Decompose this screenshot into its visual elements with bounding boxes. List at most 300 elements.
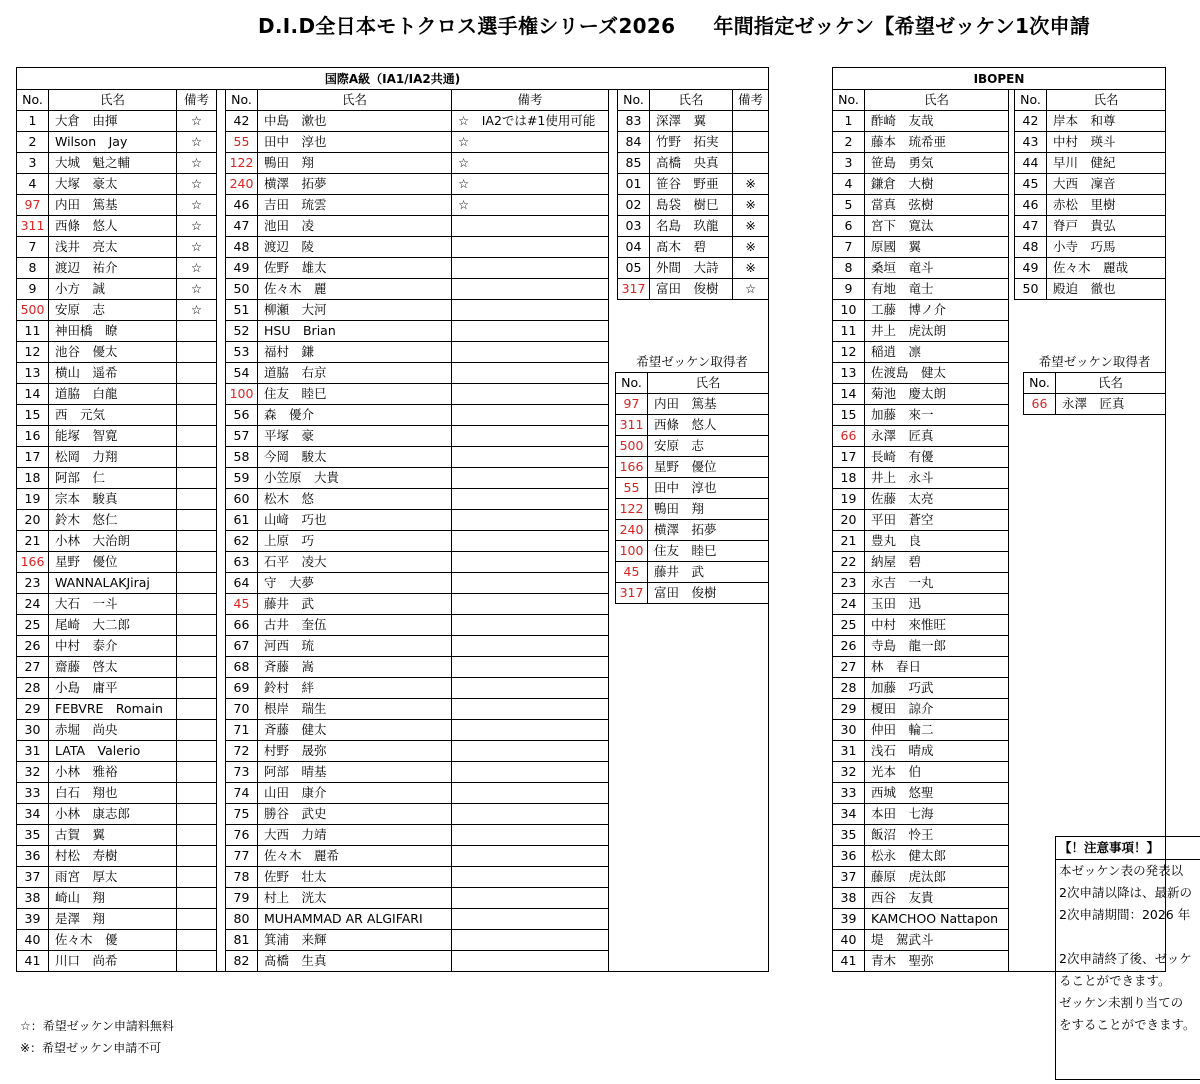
rider-number: 1 (833, 111, 865, 132)
rider-name: 阿部 仁 (49, 468, 177, 489)
column-gap (609, 237, 618, 258)
column-gap (609, 762, 618, 783)
empty-cell (1015, 636, 1047, 657)
rider-note (177, 426, 217, 447)
rider-number: 56 (226, 405, 258, 426)
column-gap (217, 678, 226, 699)
empty-cell (1015, 888, 1047, 909)
hope-number: 166 (616, 457, 648, 478)
table-row (17, 741, 769, 762)
empty-cell (650, 678, 733, 699)
rider-name: 鈴村 絆 (258, 678, 452, 699)
empty-cell (650, 909, 733, 930)
empty-cell (1047, 489, 1166, 510)
notice-line: ることができます。 (1059, 973, 1171, 988)
rider-note (733, 132, 769, 153)
rider-name: 飯沼 怜王 (865, 825, 1009, 846)
empty-cell (1047, 468, 1166, 489)
rider-number: 17 (833, 447, 865, 468)
rider-number: 30 (833, 720, 865, 741)
rider-name: 内田 篤基 (49, 195, 177, 216)
empty-cell (1015, 573, 1047, 594)
rider-name: 名島 玖龍 (650, 216, 733, 237)
rider-name: 笹谷 野亜 (650, 174, 733, 195)
hope-row (616, 541, 769, 562)
rider-note: ☆ (177, 237, 217, 258)
column-gap (609, 90, 618, 111)
column-gap (217, 153, 226, 174)
column-gap (609, 279, 618, 300)
rider-note: ☆ (177, 132, 217, 153)
rider-name: 長崎 有優 (865, 447, 1009, 468)
rider-number: 12 (833, 342, 865, 363)
rider-name: 雨宮 厚太 (49, 867, 177, 888)
empty-cell (1047, 678, 1166, 699)
rider-number: 7 (833, 237, 865, 258)
rider-note (452, 636, 609, 657)
empty-cell (618, 657, 650, 678)
table-row (833, 720, 1166, 741)
column-gap (609, 111, 618, 132)
table-row (833, 468, 1166, 489)
empty-cell (618, 867, 650, 888)
rider-number: 71 (226, 720, 258, 741)
rider-name: 箕浦 来輝 (258, 930, 452, 951)
rider-note (452, 615, 609, 636)
rider-note (177, 699, 217, 720)
rider-name: 加藤 巧武 (865, 678, 1009, 699)
rider-name: 笹島 勇気 (865, 153, 1009, 174)
empty-cell (650, 930, 733, 951)
column-gap (217, 132, 226, 153)
rider-name: 福村 鎌 (258, 342, 452, 363)
rider-note (177, 867, 217, 888)
empty-cell (1047, 741, 1166, 762)
rider-name: 深澤 翼 (650, 111, 733, 132)
rider-note: ☆ (177, 279, 217, 300)
rider-number: 66 (226, 615, 258, 636)
table-row (17, 237, 769, 258)
rider-name: 柳瀬 大河 (258, 300, 452, 321)
empty-cell (733, 636, 769, 657)
table-row (17, 804, 769, 825)
table-row (17, 195, 769, 216)
rider-number: 47 (226, 216, 258, 237)
rider-number: 29 (833, 699, 865, 720)
empty-cell (1047, 720, 1166, 741)
empty-cell (1015, 552, 1047, 573)
rider-name: 寺島 龍一郎 (865, 636, 1009, 657)
rider-name: 宮下 寛汰 (865, 216, 1009, 237)
rider-name: 小寺 巧馬 (1047, 237, 1166, 258)
rider-number: 54 (226, 363, 258, 384)
rider-note (452, 699, 609, 720)
empty-cell (618, 741, 650, 762)
rider-note: ☆ (177, 216, 217, 237)
empty-cell (733, 825, 769, 846)
rider-name: 岸本 和尊 (1047, 111, 1166, 132)
rider-name: HSU Brian (258, 321, 452, 342)
column-gap (217, 783, 226, 804)
rider-number: 05 (618, 258, 650, 279)
rider-name: 中村 來惟旺 (865, 615, 1009, 636)
column-gap (217, 258, 226, 279)
rider-number: 13 (17, 363, 49, 384)
rider-number: 2 (833, 132, 865, 153)
table-row (17, 636, 769, 657)
hope-number: 55 (616, 478, 648, 499)
table-row (833, 678, 1166, 699)
rider-number: 5 (833, 195, 865, 216)
rider-name: 佐々木 麗 (258, 279, 452, 300)
rider-number: 12 (17, 342, 49, 363)
rider-name: 横山 遥希 (49, 363, 177, 384)
column-gap (609, 678, 618, 699)
rider-number: 8 (833, 258, 865, 279)
ib-hope-table (1023, 352, 1166, 415)
rider-note (177, 762, 217, 783)
column-gap (217, 384, 226, 405)
rider-note: ☆ (452, 132, 609, 153)
table-row (833, 657, 1166, 678)
rider-note (177, 678, 217, 699)
column-gap (609, 909, 618, 930)
rider-name: 尾崎 大二郎 (49, 615, 177, 636)
rider-note (452, 846, 609, 867)
rider-number: 43 (1015, 132, 1047, 153)
rider-note: ※ (733, 237, 769, 258)
empty-cell (650, 888, 733, 909)
rider-number: 18 (833, 468, 865, 489)
table-row (17, 867, 769, 888)
hope-number: 122 (616, 499, 648, 520)
rider-name: 浅石 晴成 (865, 741, 1009, 762)
empty-cell (1015, 510, 1047, 531)
rider-number: 36 (17, 846, 49, 867)
hope-name: 鴨田 翔 (648, 499, 769, 520)
rider-name: 石平 凌大 (258, 552, 452, 573)
rider-number: 64 (226, 573, 258, 594)
empty-cell (650, 615, 733, 636)
rider-name: 平塚 豪 (258, 426, 452, 447)
empty-cell (1015, 447, 1047, 468)
rider-note (177, 615, 217, 636)
empty-cell (618, 615, 650, 636)
rider-name: 鴨田 翔 (258, 153, 452, 174)
rider-name: 勝谷 武史 (258, 804, 452, 825)
rider-note (177, 552, 217, 573)
rider-number: 38 (833, 888, 865, 909)
rider-number: 04 (618, 237, 650, 258)
rider-number: 53 (226, 342, 258, 363)
notice-title: 【！注意事項！】 (1056, 837, 1200, 860)
hope-row (1024, 394, 1166, 415)
rider-number: 100 (226, 384, 258, 405)
rider-name: 赤堀 尚央 (49, 720, 177, 741)
empty-cell (618, 699, 650, 720)
rider-note (452, 678, 609, 699)
rider-name: 工藤 博ノ介 (865, 300, 1009, 321)
rider-number: 27 (833, 657, 865, 678)
rider-note (452, 237, 609, 258)
empty-cell (618, 300, 650, 321)
rider-number: 70 (226, 699, 258, 720)
rider-number: 62 (226, 531, 258, 552)
column-gap (609, 804, 618, 825)
column-gap (217, 363, 226, 384)
rider-name: FEBVRE Romain (49, 699, 177, 720)
col-header-name: 氏名 (49, 90, 177, 111)
rider-note (177, 594, 217, 615)
rider-name: 村野 晟弥 (258, 741, 452, 762)
rider-note (452, 426, 609, 447)
rider-name: 星野 優位 (49, 552, 177, 573)
empty-cell (650, 300, 733, 321)
empty-cell (733, 657, 769, 678)
empty-cell (618, 321, 650, 342)
hope-name: 田中 淳也 (648, 478, 769, 499)
rider-number: 6 (833, 216, 865, 237)
ib-hope-header: 希望ゼッケン取得者 (1038, 354, 1151, 369)
col-header-name: 氏名 (650, 90, 733, 111)
empty-cell (618, 909, 650, 930)
empty-cell (1015, 468, 1047, 489)
rider-name: LATA Valerio (49, 741, 177, 762)
empty-cell (733, 741, 769, 762)
notice-line: ゼッケン未割り当ての (1059, 995, 1184, 1010)
rider-number: 66 (833, 426, 865, 447)
hope-name: 富田 俊樹 (648, 583, 769, 604)
rider-number: 19 (17, 489, 49, 510)
rider-note: ※ (733, 216, 769, 237)
rider-number: 39 (833, 909, 865, 930)
col-header-note: 備考 (452, 90, 609, 111)
column-gap (217, 762, 226, 783)
table-row (17, 279, 769, 300)
table-row (17, 174, 769, 195)
table-row (17, 762, 769, 783)
column-gap (217, 804, 226, 825)
rider-note: ☆ (452, 174, 609, 195)
hope-number: 100 (616, 541, 648, 562)
empty-cell (733, 615, 769, 636)
table-row (833, 216, 1166, 237)
rider-number: 31 (833, 741, 865, 762)
rider-note (452, 825, 609, 846)
empty-cell (733, 720, 769, 741)
column-gap (609, 216, 618, 237)
rider-name: 鈴木 悠仁 (49, 510, 177, 531)
column-gap (609, 321, 618, 342)
empty-cell (1015, 594, 1047, 615)
rider-number: 9 (833, 279, 865, 300)
rider-name: KAMCHOO Nattapon (865, 909, 1009, 930)
empty-cell (650, 867, 733, 888)
rider-name: 横澤 拓夢 (258, 174, 452, 195)
column-gap (609, 867, 618, 888)
rider-number: 32 (17, 762, 49, 783)
rider-note (452, 951, 609, 972)
rider-number: 23 (17, 573, 49, 594)
rider-number: 73 (226, 762, 258, 783)
table-row (17, 699, 769, 720)
rider-note (177, 468, 217, 489)
empty-cell (733, 783, 769, 804)
rider-note (452, 468, 609, 489)
empty-cell (733, 699, 769, 720)
empty-cell (1015, 699, 1047, 720)
rider-number: 21 (833, 531, 865, 552)
rider-name: 池田 凌 (258, 216, 452, 237)
table-row (17, 909, 769, 930)
rider-name: 斉藤 健太 (258, 720, 452, 741)
notice-line: をすることができます。 (1059, 1017, 1196, 1032)
empty-cell (733, 300, 769, 321)
rider-name: 村上 洸太 (258, 888, 452, 909)
empty-cell (1015, 783, 1047, 804)
rider-note: ☆ (452, 153, 609, 174)
rider-number: 45 (1015, 174, 1047, 195)
empty-cell (1047, 510, 1166, 531)
empty-cell (1047, 762, 1166, 783)
empty-cell (1047, 573, 1166, 594)
empty-cell (733, 867, 769, 888)
column-gap (609, 195, 618, 216)
empty-cell (618, 888, 650, 909)
rider-number: 57 (226, 426, 258, 447)
table-row (17, 258, 769, 279)
empty-cell (650, 699, 733, 720)
table-row (17, 153, 769, 174)
rider-number: 83 (618, 111, 650, 132)
rider-note: ※ (733, 258, 769, 279)
rider-number: 32 (833, 762, 865, 783)
rider-number: 49 (1015, 258, 1047, 279)
empty-cell (1015, 615, 1047, 636)
rider-name: 稲逍 凛 (865, 342, 1009, 363)
rider-name: 光本 伯 (865, 762, 1009, 783)
table-row (17, 321, 769, 342)
rider-number: 42 (1015, 111, 1047, 132)
rider-number: 68 (226, 657, 258, 678)
rider-name: 西谷 友貴 (865, 888, 1009, 909)
rider-note: ☆ (452, 195, 609, 216)
rider-name: 菊池 慶太朗 (865, 384, 1009, 405)
column-gap (609, 174, 618, 195)
rider-number: 01 (618, 174, 650, 195)
rider-note (452, 384, 609, 405)
rider-number: 28 (833, 678, 865, 699)
table-row (17, 720, 769, 741)
empty-cell (1047, 531, 1166, 552)
rider-name: 中村 泰介 (49, 636, 177, 657)
empty-cell (733, 888, 769, 909)
col-header-no: No. (618, 90, 650, 111)
rider-number: 15 (17, 405, 49, 426)
table-row (833, 636, 1166, 657)
empty-cell (650, 657, 733, 678)
rider-note (177, 888, 217, 909)
table-row (833, 741, 1166, 762)
empty-cell (1015, 720, 1047, 741)
empty-cell (1015, 741, 1047, 762)
rider-note (177, 657, 217, 678)
empty-cell (733, 321, 769, 342)
hope-number: 317 (616, 583, 648, 604)
rider-note: ☆ (733, 279, 769, 300)
rider-note: ☆ (177, 153, 217, 174)
rider-number: 3 (17, 153, 49, 174)
column-gap (217, 468, 226, 489)
rider-name: 當真 弦樹 (865, 195, 1009, 216)
rider-number: 30 (17, 720, 49, 741)
rider-number: 7 (17, 237, 49, 258)
rider-number: 63 (226, 552, 258, 573)
hope-row (616, 415, 769, 436)
empty-cell (733, 951, 769, 972)
column-gap (217, 552, 226, 573)
rider-name: 髙木 碧 (650, 237, 733, 258)
column-gap (609, 615, 618, 636)
empty-cell (1047, 783, 1166, 804)
ib-hope-col-no: No. (1024, 373, 1056, 394)
ib-header: IBOPEN (833, 68, 1166, 90)
col-header-no: No. (1015, 90, 1047, 111)
empty-cell (618, 930, 650, 951)
empty-cell (650, 825, 733, 846)
rider-number: 9 (17, 279, 49, 300)
rider-name: 根岸 瑞生 (258, 699, 452, 720)
ia-hope-table (615, 352, 769, 604)
empty-cell (1015, 426, 1047, 447)
rider-number: 50 (226, 279, 258, 300)
column-gap (217, 720, 226, 741)
hope-name: 星野 優位 (648, 457, 769, 478)
rider-note (452, 258, 609, 279)
rider-name: 永吉 一丸 (865, 573, 1009, 594)
notice-line: 2次申請期間：2026 年 (1059, 907, 1191, 922)
rider-name: 藤原 虎汰郎 (865, 867, 1009, 888)
column-gap (217, 930, 226, 951)
rider-name: 青木 聖弥 (865, 951, 1009, 972)
empty-cell (1047, 636, 1166, 657)
column-gap (217, 300, 226, 321)
rider-note (452, 804, 609, 825)
empty-cell (1047, 699, 1166, 720)
empty-cell (618, 951, 650, 972)
rider-name: 榎田 諒介 (865, 699, 1009, 720)
empty-cell (1047, 552, 1166, 573)
empty-cell (733, 846, 769, 867)
rider-number: 41 (833, 951, 865, 972)
rider-number: 33 (833, 783, 865, 804)
rider-number: 44 (1015, 153, 1047, 174)
rider-number: 31 (17, 741, 49, 762)
rider-number: 77 (226, 846, 258, 867)
table-row (833, 300, 1166, 321)
rider-name: MUHAMMAD AR ALGIFARI (258, 909, 452, 930)
rider-number: 166 (17, 552, 49, 573)
rider-note (177, 447, 217, 468)
rider-number: 1 (17, 111, 49, 132)
rider-note (452, 489, 609, 510)
rider-number: 76 (226, 825, 258, 846)
rider-note (452, 405, 609, 426)
rider-note (452, 720, 609, 741)
rider-name: 白石 翔也 (49, 783, 177, 804)
ia-hope-header: 希望ゼッケン取得者 (636, 354, 748, 369)
column-gap (609, 720, 618, 741)
